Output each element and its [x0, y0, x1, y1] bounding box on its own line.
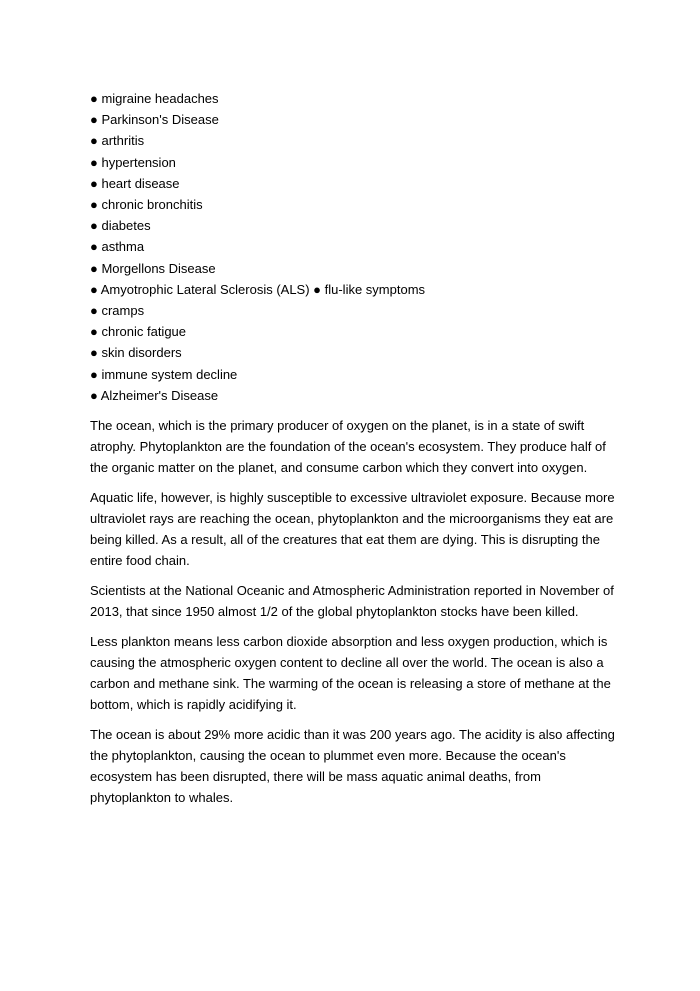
list-item: ● chronic bronchitis — [90, 197, 203, 213]
list-item: ● Alzheimer's Disease — [90, 387, 219, 403]
list-item: ● asthma — [90, 239, 145, 255]
paragraph-ultraviolet-exposure: Aquatic life, however, is highly susceptible to excessive ultraviolet exposure. Because more ultraviolet rays are reaching the ocean, phytoplankton and the microorganisms they eat are being killed. As a result, all of the creatures that eat them are dying. This is disrupting the entire food chain. — [90, 490, 615, 569]
paragraph-ocean-atrophy: The ocean, which is the primary producer of oxygen on the planet, is in a state of swift atrophy. Phytoplankton are the foundation of the ocean's ecosystem. They produce half of the organic matter on the planet, and consume carbon which they convert into oxygen. — [90, 418, 606, 476]
body-text — [90, 415, 620, 808]
list-item: ● diabetes — [90, 218, 151, 234]
paragraph-ocean-acidity: The ocean is about 29% more acidic than it was 200 years ago. The acidity is also affecting the phytoplankton, causing the ocean to plummet even more. Because the ocean's ecosystem has been disrupted, there will be mass aquatic animal deaths, from phytoplankton to whales. — [90, 727, 615, 806]
document-page — [90, 88, 620, 817]
list-item: ● immune system decline — [90, 366, 238, 382]
paragraph-oxygen-decline: Less plankton means less carbon dioxide absorption and less oxygen production, which is causing the atmospheric oxygen content to decline all over the world. The ocean is also a carbon and methane sink. The warming of the ocean is releasing a store of methane at the bottom, which is rapidly acidifying it. — [90, 634, 611, 713]
list-item: ● heart disease — [90, 175, 180, 191]
list-item: ● arthritis — [90, 133, 145, 149]
list-item: ● migraine headaches — [90, 91, 219, 106]
list-item: ● chronic fatigue — [90, 324, 187, 340]
list-item: ● hypertension — [90, 154, 176, 170]
list-item: ● skin disorders — [90, 345, 182, 361]
list-item: ● Amyotrophic Lateral Sclerosis (ALS) ● flu-like symptoms — [90, 281, 426, 297]
paragraph-noaa-report: Scientists at the National Oceanic and Atmospheric Administration reported in November of 2013, that since 1950 almost 1/2 of the global phytoplankton stocks have been killed. — [90, 583, 614, 620]
list-item: ● Morgellons Disease — [90, 260, 216, 276]
symptom-list — [90, 88, 620, 406]
list-item: ● cramps — [90, 303, 145, 319]
list-item: ● Parkinson's Disease — [90, 112, 219, 128]
